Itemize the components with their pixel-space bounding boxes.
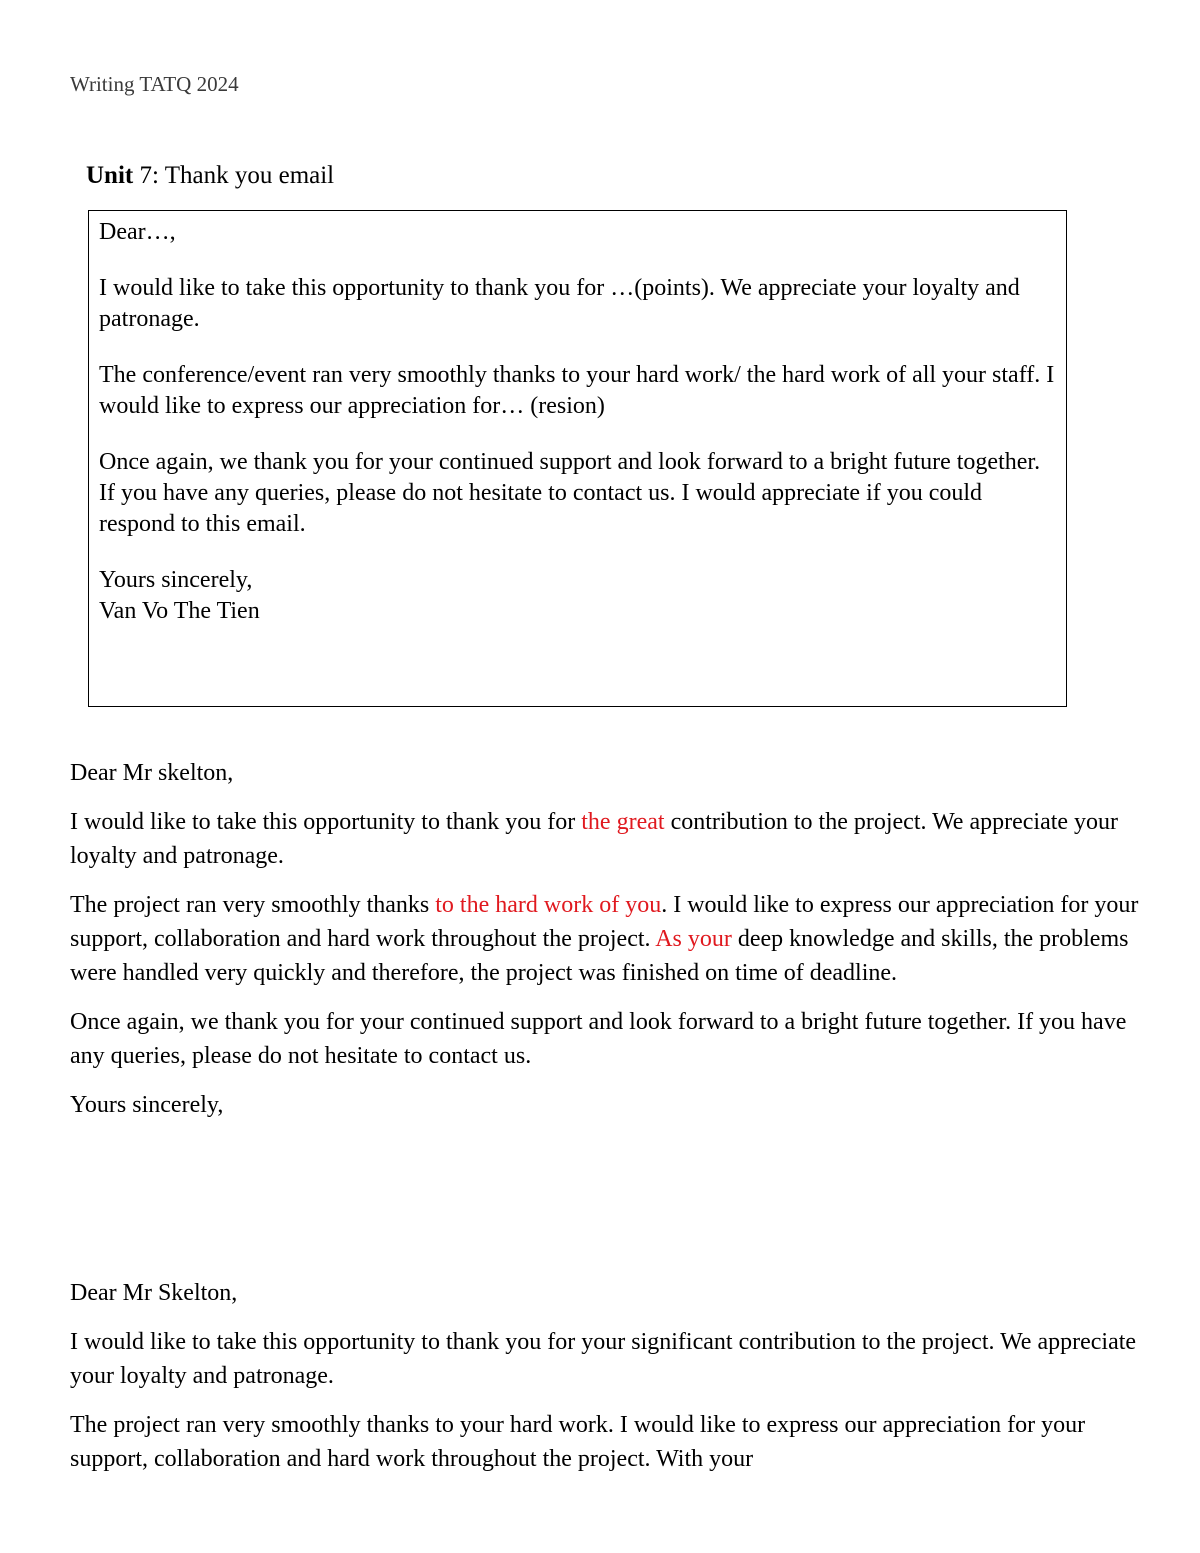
page-header: Writing TATQ 2024 — [70, 72, 239, 96]
template-signature-name: Van Vo The Tien — [99, 598, 260, 624]
template-box — [88, 210, 1067, 707]
letter1-paragraph-1 — [70, 805, 1140, 873]
letter2-paragraph-1: I would like to take this opportunity to thank you for your significant contribution to the project. We appreciate your loyalty and patronage. — [70, 1329, 1137, 1389]
unit-title — [86, 162, 334, 190]
letter1-p2-highlight-2: As your — [655, 926, 732, 952]
letter1-p2-text-c: deep knowledge and skills, the problems were handled very quickly and therefore, the project was finished on time of deadline. — [70, 926, 1129, 986]
template-paragraph-3a: Once again, we thank you for your continued support and look forward to a bright future together. — [99, 449, 1041, 475]
letter-draft-1 — [70, 756, 1140, 1122]
letter1-p1-text-b: contribution to the project. We appreciate your loyalty and patronage. — [70, 809, 1119, 869]
letter1-p2-text-a: The project ran very smoothly thanks — [70, 892, 436, 918]
letter1-p2-highlight-1: to the hard work of you — [435, 892, 662, 918]
letter-draft-2 — [70, 1276, 1140, 1476]
letter1-greeting: Dear Mr skelton, — [70, 760, 234, 786]
letter1-closing: Yours sincerely, — [70, 1092, 224, 1118]
template-paragraph-3b: If you have any queries, please do not hesitate to contact us. I would appreciate if you could respond to this email. — [99, 480, 983, 537]
letter1-paragraph-3: Once again, we thank you for your continued support and look forward to a bright future together. If you have any queries, please do not hesitate to contact us. — [70, 1009, 1127, 1069]
unit-label: Unit — [86, 162, 134, 189]
template-greeting: Dear…, — [99, 219, 176, 245]
letter2-paragraph-2: The project ran very smoothly thanks to your hard work. I would like to express our appreciation for your support, collaboration and hard work throughout the project. With your — [70, 1412, 1086, 1472]
letter1-p1-text-a: I would like to take this opportunity to thank you for — [70, 809, 582, 835]
letter1-paragraph-2 — [70, 888, 1140, 990]
unit-title-text: 7: Thank you email — [133, 162, 335, 189]
template-paragraph-1: I would like to take this opportunity to thank you for …(points). We appreciate your loyalty and patronage. — [99, 275, 1020, 332]
template-closing: Yours sincerely, — [99, 567, 253, 593]
letter1-p2-text-b: . I would like to express our appreciation for your support, collaboration and hard work throughout the project. — [70, 892, 1139, 952]
template-paragraph-2: The conference/event ran very smoothly thanks to your hard work/ the hard work of all your staff. I would like to express our appreciation for… (resion) — [99, 362, 1055, 419]
letter1-p1-highlight: the great — [581, 809, 665, 835]
letter2-greeting: Dear Mr Skelton, — [70, 1280, 238, 1306]
